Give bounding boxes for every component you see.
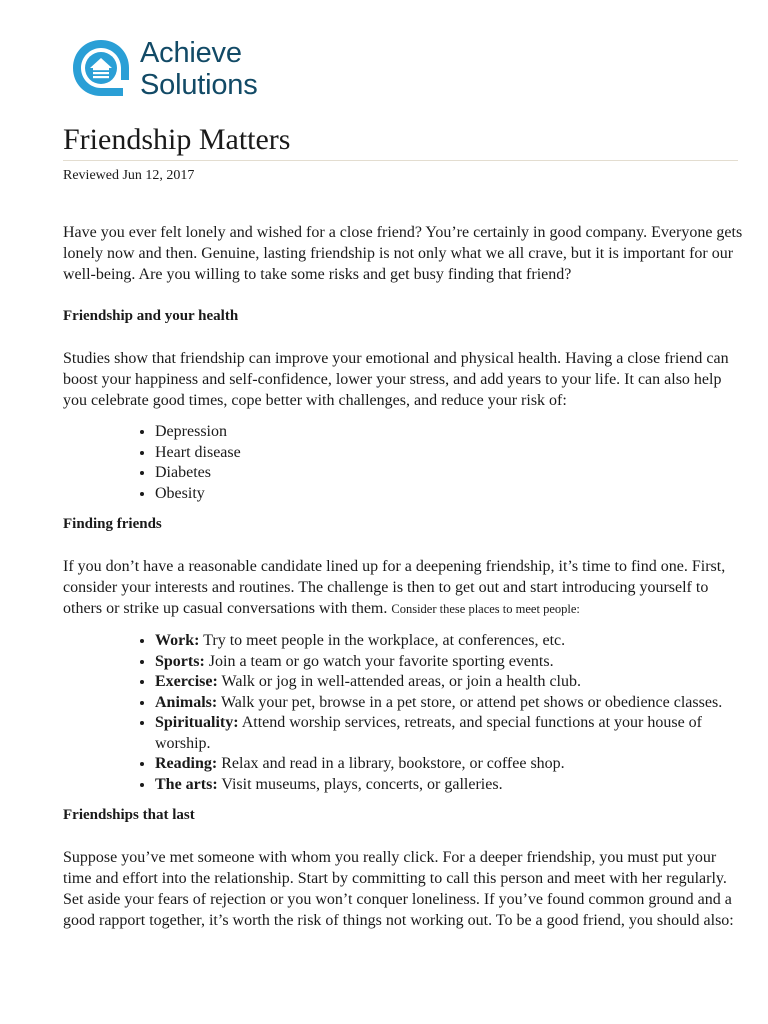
place-label: Reading: — [155, 755, 218, 772]
title-divider — [63, 160, 738, 161]
meeting-places-list — [63, 631, 735, 795]
list-item — [155, 672, 735, 693]
house-pin-logo-icon — [68, 36, 134, 102]
reviewed-date: Reviewed Jun 12, 2017 — [63, 168, 195, 183]
intro-paragraph: Have you ever felt lonely and wished for a close friend? You’re certainly in good company. Everyone gets lonely now and then. Genuine, lasting friendship is not only what we all crave, but it is important for our well-being. Are you willing to take some risks and get busy finding that friend? — [63, 224, 743, 283]
list-item: • Depression — [155, 422, 743, 443]
brand-logo[interactable] — [68, 36, 258, 102]
health-paragraph: Studies show that friendship can improve your emotional and physical health. Having a close friend can boost your happiness and self-confidence, lower your stress, and add years to your life. It can also help you celebrate good times, cope better with challenges, and reduce your risk of: — [63, 350, 729, 409]
article-body — [63, 222, 743, 931]
list-item — [155, 693, 735, 714]
place-label: The arts: — [155, 775, 218, 793]
section-heading-lasting: Friendships that last — [63, 807, 195, 823]
place-text: Join a team or go watch your favorite sporting events. — [208, 652, 554, 670]
finding-small-text: Consider these places to meet people: — [391, 602, 580, 616]
finding-text: If you don’t have a reasonable candidate lined up for a deepening friendship, it’s time to find one. First, consider your interests and routines. The challenge is then to get out and start introducing yourself to others or strike up casual conversations with them. — [63, 558, 726, 617]
place-label: Sports: — [155, 652, 205, 670]
brand-line-1: Achieve — [140, 37, 242, 69]
finding-paragraph — [63, 556, 743, 620]
list-item: • Diabetes — [155, 463, 743, 484]
article-title: Friendship Matters — [63, 123, 291, 156]
place-label: Work: — [155, 632, 200, 649]
place-text: Try to meet people in the workplace, at conferences, etc. — [203, 632, 566, 649]
list-item — [155, 754, 735, 775]
list-item — [155, 652, 735, 673]
place-text: Relax and read in a library, bookstore, or coffee shop. — [221, 755, 565, 772]
list-item — [155, 775, 735, 796]
place-label: Spirituality: — [155, 714, 239, 731]
lasting-paragraph: Suppose you’ve met someone with whom you really click. For a deeper friendship, you must put your time and effort into the relationship. Start by committing to call this person and meet with her regularly. Set aside your fears of rejection or you won’t conquer loneliness. If you’ve found common ground and a good rapport together, it’s worth the risk of things not working out. To be a good friend, you should also: — [63, 849, 734, 929]
section-heading-finding: Finding friends — [63, 516, 162, 532]
list-item — [155, 713, 735, 754]
place-label: Animals: — [155, 693, 218, 711]
place-text: Walk or jog in well-attended areas, or join a health club. — [221, 673, 581, 690]
place-text: Visit museums, plays, concerts, or galleries. — [221, 775, 503, 793]
place-label: Exercise: — [155, 673, 218, 690]
brand-name — [140, 37, 258, 101]
brand-line-2: Solutions — [140, 69, 258, 101]
health-risk-list — [63, 422, 743, 504]
section-heading-health: Friendship and your health — [63, 308, 239, 324]
place-text: Attend worship services, retreats, and special functions at your house of worship. — [155, 714, 702, 752]
place-text: Walk your pet, browse in a pet store, or attend pet shows or obedience classes. — [220, 693, 723, 711]
list-item — [155, 631, 735, 652]
list-item: • Heart disease — [155, 443, 743, 464]
list-item: • Obesity — [155, 484, 743, 505]
